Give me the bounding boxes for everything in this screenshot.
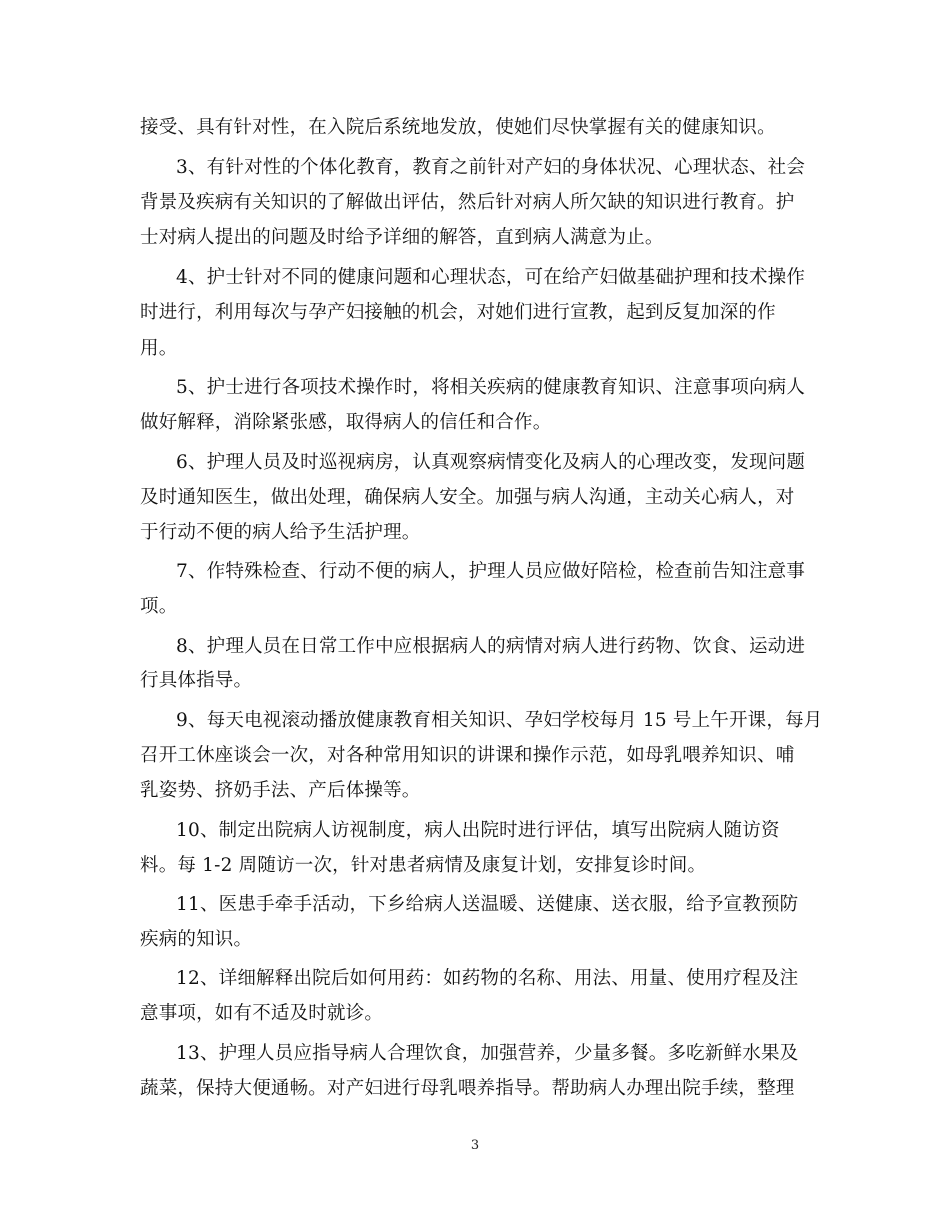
text-line: 13、护理人员应指导病人合理饮食，加强营养，少量多餐。多吃新鲜水果及 [176, 1043, 799, 1064]
text-line: 10、制定出院病人访视制度，病人出院时进行评估，填写出院病人随访资 [176, 820, 780, 841]
text-line: 6、护理人员及时巡视病房，认真观察病情变化及病人的心理改变，发现问题 [176, 452, 806, 473]
text-line: 接受、具有针对性，在入院后系统地发放，使她们尽快掌握有关的健康知识。 [140, 117, 776, 138]
text-line: 乳姿势、挤奶手法、产后体操等。 [140, 780, 421, 801]
text-line: 3、有针对性的个体化教育，教育之前针对产妇的身体状况、心理状态、社会 [176, 157, 806, 178]
text-line: 做好解释，消除紧张感，取得病人的信任和合作。 [140, 412, 552, 433]
text-line: 行具体指导。 [140, 670, 253, 691]
text-line: 蔬菜，保持大便通畅。对产妇进行母乳喂养指导。帮助病人办理出院手续，整理 [140, 1078, 795, 1099]
text-line: 时进行，利用每次与孕产妇接触的机会，对她们进行宣教，起到反复加深的作 [140, 302, 776, 323]
text-line: 12、详细解释出院后如何用药：如药物的名称、用法、用量、使用疗程及注 [176, 968, 799, 989]
text-line: 项。 [140, 596, 178, 617]
text-line: 5、护士进行各项技术操作时，将相关疾病的健康教育知识、注意事项向病人 [176, 377, 806, 398]
text-line: 召开工休座谈会一次，对各种常用知识的讲课和操作示范，如母乳喂养知识、哺 [140, 745, 795, 766]
page-number: 3 [470, 1138, 480, 1153]
text-line: 7、作特殊检查、行动不便的病人，护理人员应做好陪检，检查前告知注意事 [176, 561, 806, 582]
text-line: 8、护理人员在日常工作中应根据病人的病情对病人进行药物、饮食、运动进 [176, 636, 806, 657]
text-line: 及时通知医生，做出处理，确保病人安全。加强与病人沟通，主动关心病人，对 [140, 487, 795, 508]
text-line: 意事项，如有不适及时就诊。 [140, 1003, 384, 1024]
text-line: 士对病人提出的问题及时给予详细的解答，直到病人满意为止。 [140, 227, 664, 248]
text-line: 4、护士针对不同的健康问题和心理状态，可在给产妇做基础护理和技术操作 [176, 267, 806, 288]
text-line: 用。 [140, 338, 178, 359]
text-line: 料。每 1-2 周随访一次，针对患者病情及康复计划，安排复诊时间。 [140, 855, 707, 876]
text-line: 背景及疾病有关知识的了解做出评估，然后针对病人所欠缺的知识进行教育。护 [140, 192, 795, 213]
text-line: 9、每天电视滚动播放健康教育相关知识、孕妇学校每月 15 号上午开课，每月 [176, 710, 823, 731]
text-line: 于行动不便的病人给予生活护理。 [140, 522, 421, 543]
text-line: 疾病的知识。 [140, 929, 253, 950]
text-line: 11、医患手牵手活动，下乡给病人送温暖、送健康、送衣服，给予宣教预防 [176, 894, 799, 915]
